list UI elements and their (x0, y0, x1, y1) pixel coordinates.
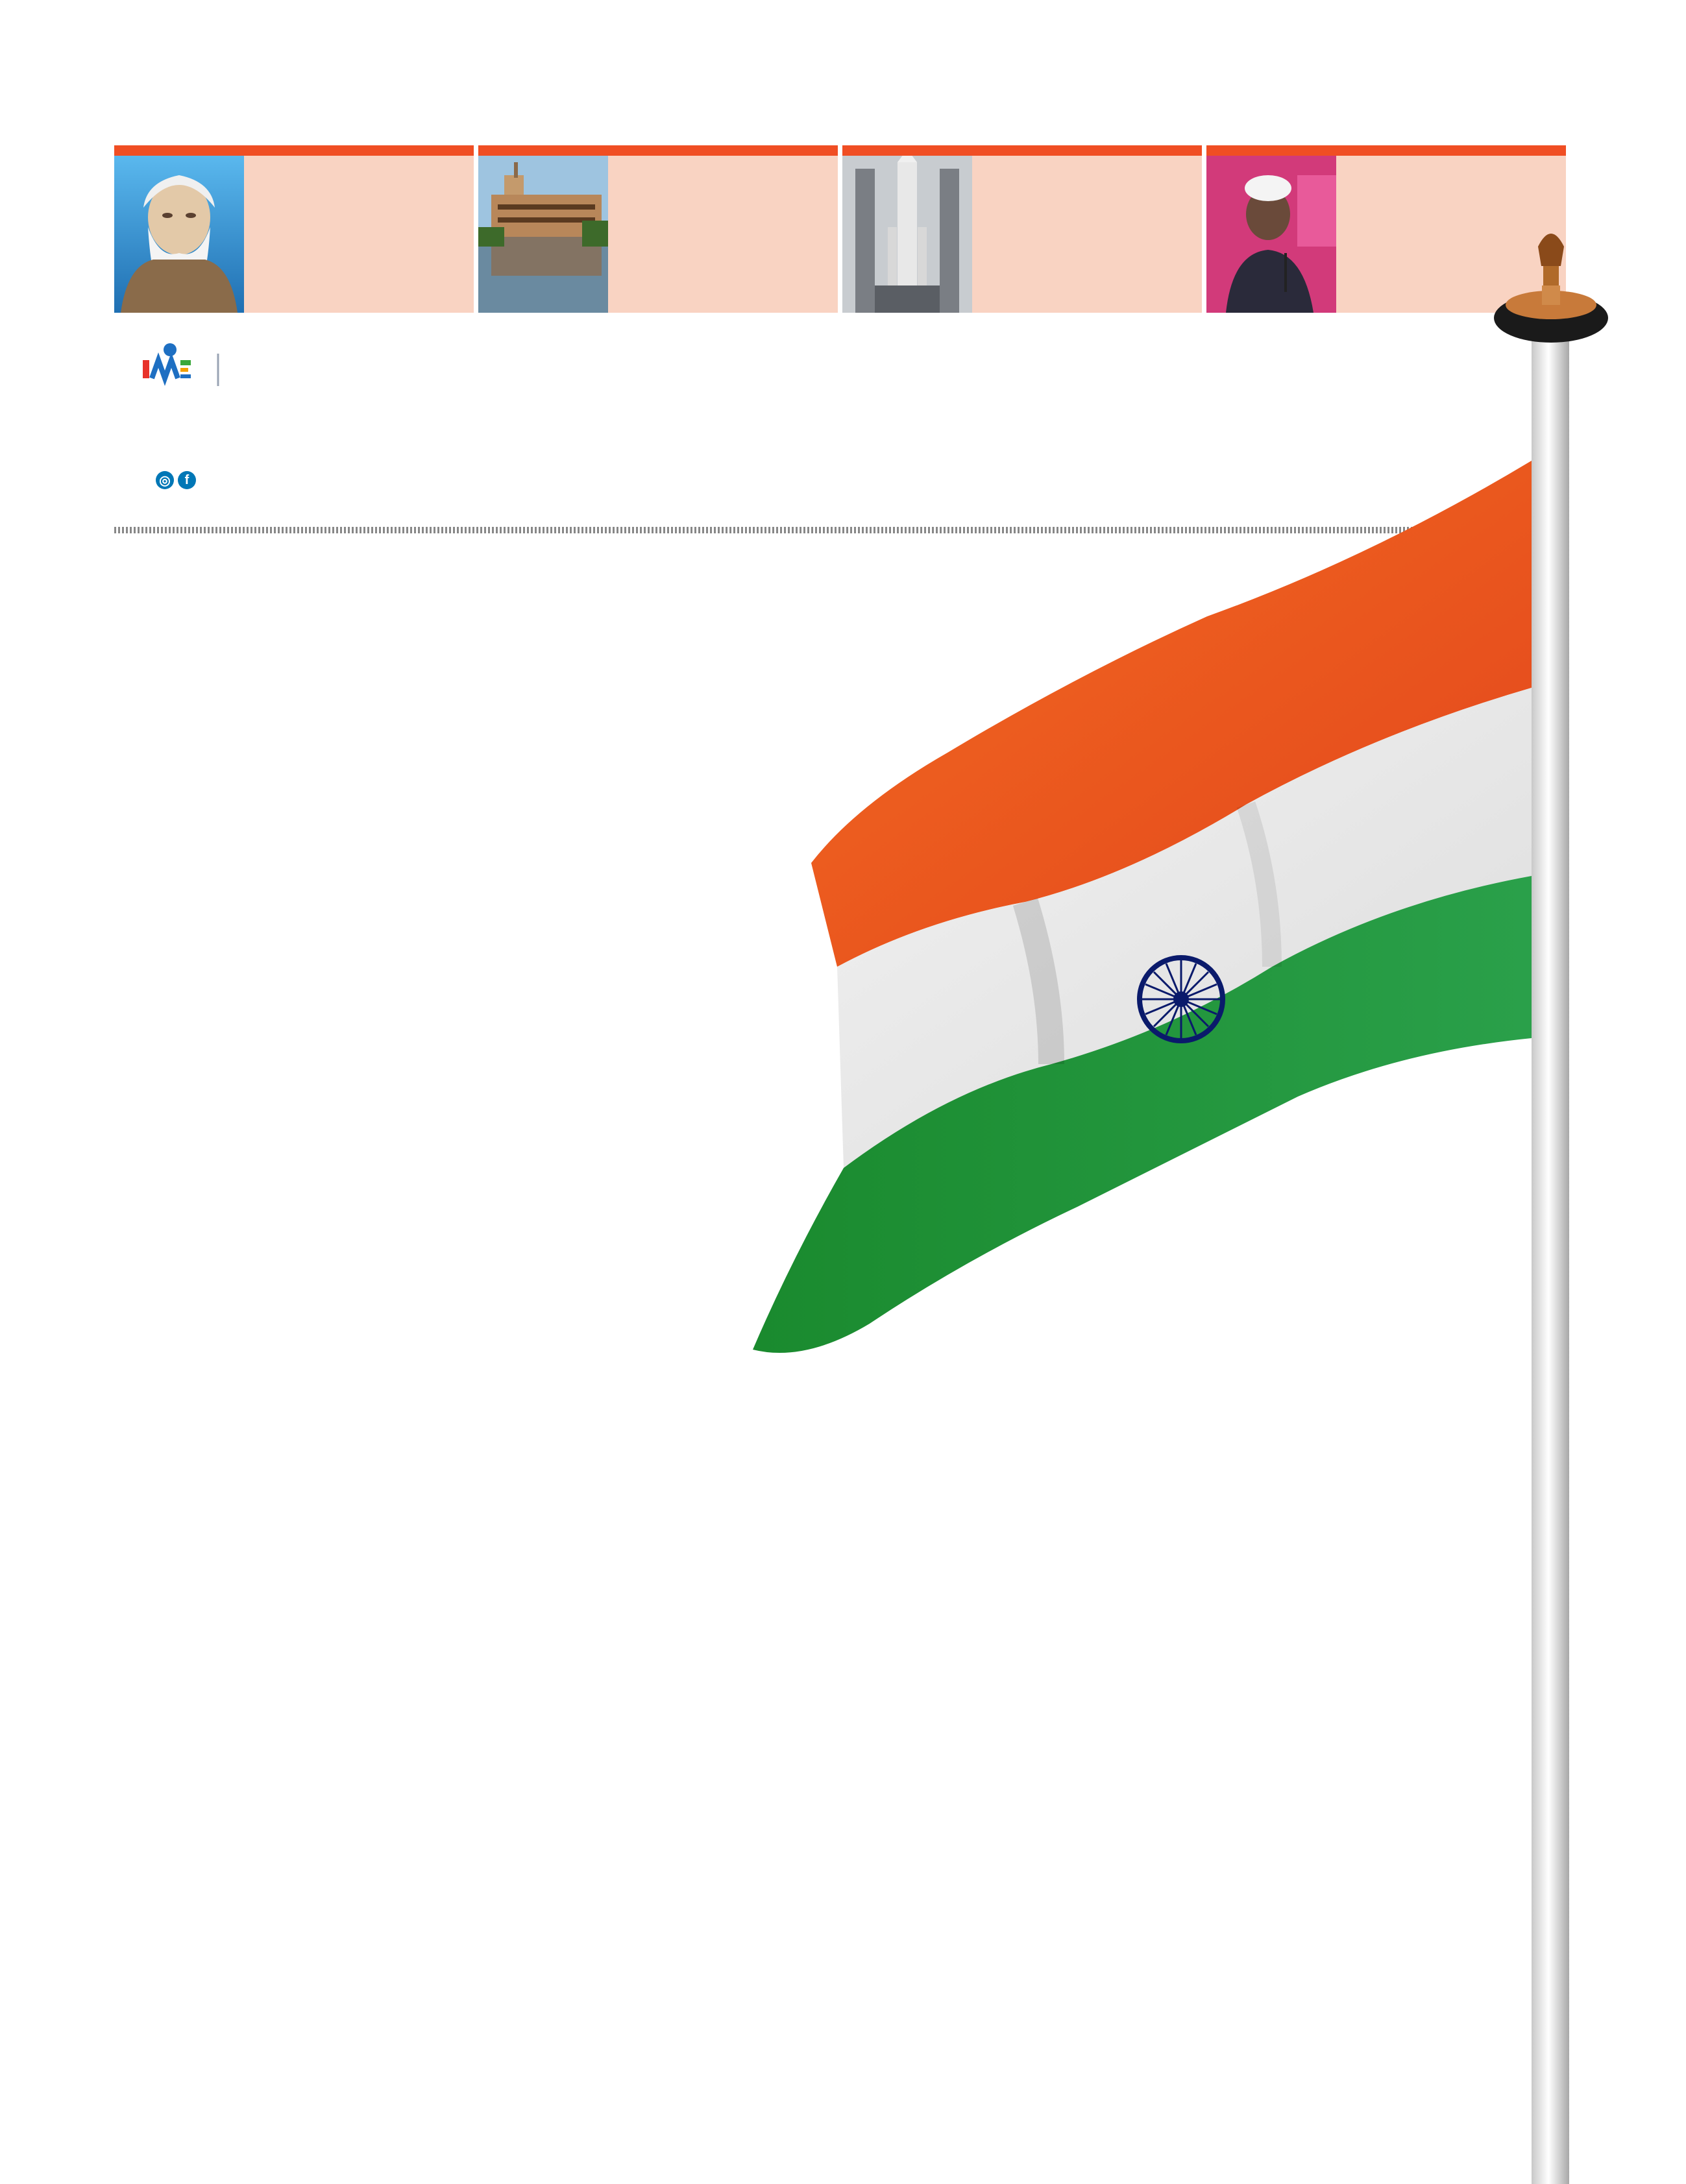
facebook-icon[interactable]: f (178, 471, 196, 489)
tagore-portrait-image (114, 156, 244, 313)
social-links[interactable] (156, 471, 200, 489)
instagram-icon[interactable]: ◎ (156, 471, 174, 489)
building-reflection-image (478, 156, 608, 313)
ashoka-chakra (1140, 958, 1223, 1041)
contents-card-feature[interactable] (114, 145, 474, 313)
flag-pole (1532, 311, 1569, 2184)
iame-logo[interactable] (141, 341, 323, 396)
indian-flag-image (688, 221, 1686, 2184)
